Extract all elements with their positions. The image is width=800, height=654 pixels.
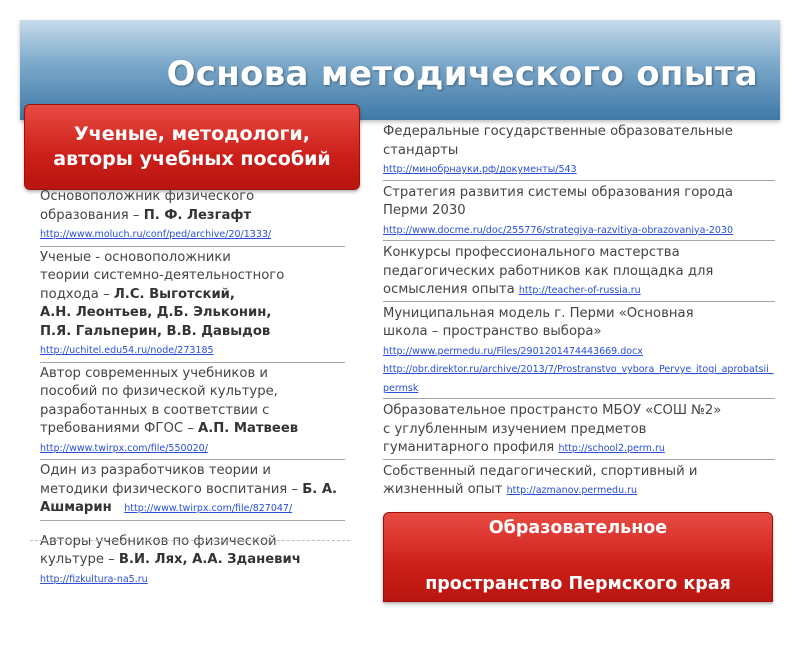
- source-link[interactable]: http://www.docme.ru/doc/255776/strategiya-razvitiya-obrazovaniya-2030: [383, 224, 734, 236]
- list-item: Муниципальная модель г. Перми «Основная школа – пространство выбора» http://www.permedu.ru/Files/2901201474443669.docx http://obr.direktor.ru/archive/2013/7/Prostranstvo_vybora_Pervye_itogi_aprobatsii_permsk: [383, 305, 775, 400]
- source-link[interactable]: http://www.twirpx.com/file/550020/: [40, 442, 208, 454]
- education-space-badge-label: Образовательное пространство Пермского края и Российской Федерации: [425, 518, 731, 650]
- scientists-badge-label: Ученые, методологи, авторы учебных пособий: [53, 123, 331, 170]
- list-item: Автор современных учебников и пособий по физической культуре, разработанных в соответствии с требованиями ФГОС – А.П. Матвеев http://www.twirpx.com/file/550020/: [40, 365, 345, 461]
- list-item: Образовательное пространсто МБОУ «СОШ №2» с углубленным изучением предметов гуманитарного профиля http://school2.perm.ru: [383, 402, 775, 460]
- list-item: Один из разработчиков теории и методики физического воспитания – Б. А. Ашмарин http://www.twirpx.com/file/827047/: [40, 462, 345, 521]
- list-item: Собственный педагогический, спортивный и жизненный опыт http://azmanov.permedu.ru: [383, 463, 698, 497]
- source-link[interactable]: http://school2.perm.ru: [558, 443, 665, 454]
- source-link[interactable]: http://www.moluch.ru/conf/ped/archive/20/1333/: [40, 229, 272, 240]
- source-link[interactable]: http://fizkultura-na5.ru: [40, 573, 148, 585]
- source-link[interactable]: http://минобрнауки.рф/документы/543: [383, 164, 577, 175]
- source-link[interactable]: http://azmanov.permedu.ru: [506, 485, 638, 496]
- source-link[interactable]: http://www.twirpx.com/file/827047/: [124, 503, 293, 514]
- source-link[interactable]: http://teacher-of-russia.ru: [518, 285, 641, 296]
- list-item: Стратегия развития системы образования города Перми 2030 http://www.docme.ru/doc/255776/strategiya-razvitiya-obrazovaniya-2030: [383, 184, 775, 242]
- source-link[interactable]: http://www.permedu.ru/Files/2901201474443669.docx: [383, 345, 643, 357]
- source-link[interactable]: http://uchitel.edu54.ru/node/273185: [40, 345, 214, 356]
- list-item: Авторы учебников по физической культуре – В.И. Лях, А.А. Зданевич http://fizkultura-na5.ru: [40, 533, 301, 585]
- list-item: Конкурсы профессионального мастерства педагогических работников как площадка для осмысления опыта http://teacher-of-russia.ru: [383, 244, 775, 302]
- source-link[interactable]: http://obr.direktor.ru/archive/2013/7/Prostranstvo_vybora_Pervye_itogi_aprobatsii_permsk: [383, 364, 774, 394]
- list-item: Федеральные государственные образовательные стандарты http://минобрнауки.рф/документы/543: [383, 123, 775, 181]
- list-item: Основоположник физического образования – П. Ф. Лезгафт http://www.moluch.ru/conf/ped/archive/20/1333/: [40, 188, 345, 247]
- scientists-list: [40, 188, 345, 592]
- divider: [30, 540, 350, 541]
- list-item: Ученые - основоположники теории системно-деятельностного подхода – Л.С. Выготский, А.Н. Леонтьев, Д.Б. Эльконин, П.Я. Гальперин, В.В. Давыдов http://uchitel.edu54.ru/node/273185: [40, 249, 345, 363]
- sources-list: [383, 123, 775, 504]
- education-space-badge: [383, 512, 773, 650]
- scientists-badge: [24, 104, 360, 190]
- page-title: Основа методического опыта: [166, 54, 758, 94]
